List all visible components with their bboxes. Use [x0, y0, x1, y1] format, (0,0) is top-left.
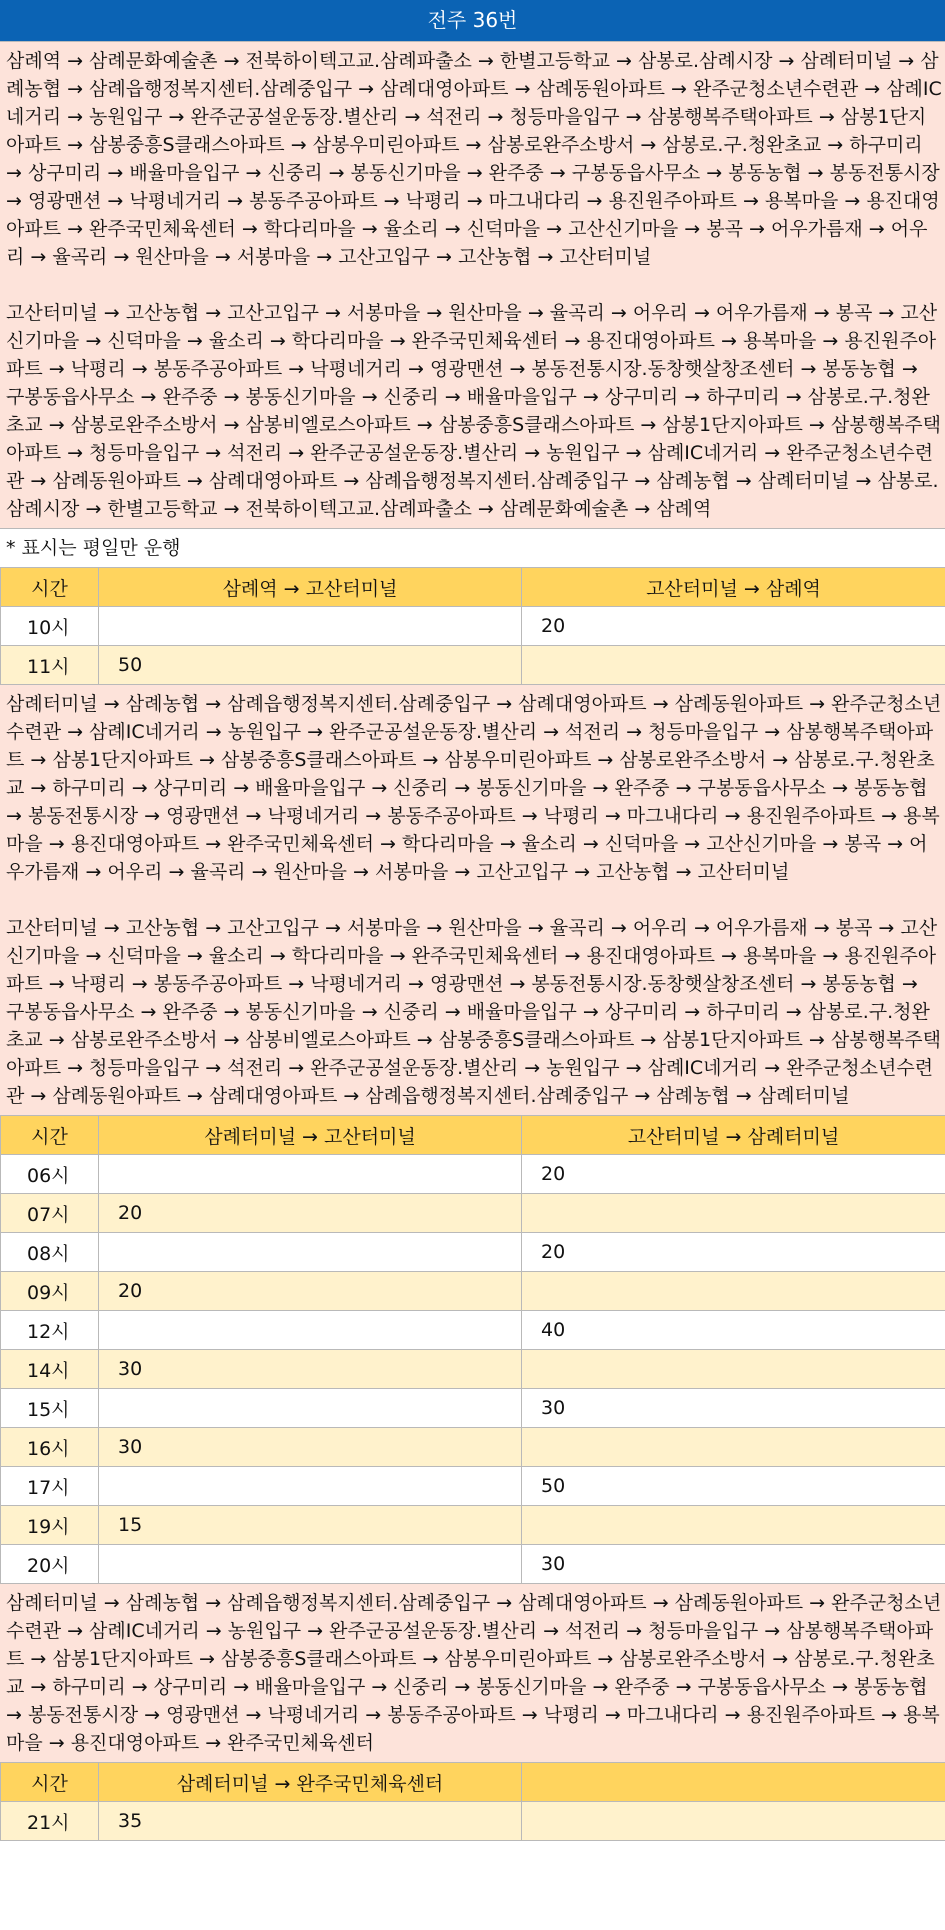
timetable-1 — [0, 568, 945, 685]
minute-cell: 20 — [522, 1155, 945, 1194]
minute-cell: 30 — [522, 1389, 945, 1428]
page-title: 전주 36번 — [0, 0, 945, 42]
header-direction-a: 삼례역 → 고산터미널 — [99, 568, 522, 607]
minute-cell: 20 — [99, 1194, 522, 1233]
header-time: 시간 — [1, 568, 99, 607]
minute-cell — [99, 1467, 522, 1506]
table-row — [1, 1802, 945, 1841]
minute-cell: 30 — [522, 1545, 945, 1584]
table-row — [1, 1272, 945, 1311]
hour-cell: 19시 — [1, 1506, 99, 1545]
table-header-row — [1, 568, 945, 607]
minute-cell — [99, 1155, 522, 1194]
timetable-2 — [0, 1116, 945, 1584]
header-direction-a: 삼례터미널 → 고산터미널 — [99, 1116, 522, 1155]
route-outbound: 삼례터미널 → 삼례농협 → 삼례읍행정복지센터.삼례중입구 → 삼례대영아파트 → 삼례동원아파트 → 완주군청소년수련관 → 삼례IC네거리 → 농원입구 → 완주군공설운동장.별산리 → 석전리 → 청등마을입구 → 삼봉행복주택아파트 → 삼봉1단지아파트 → 삼봉중흥S클래스아파트 → 삼봉우미린아파트 → 삼봉로완주소방서 → 삼봉로.구.청완초교 → 하구미리 → 상구미리 → 배율마을입구 → 신중리 → 봉동신기마을 → 완주중 → 구봉동읍사무소 → 봉동농협 → 봉동전통시장 → 영광맨션 → 낙평네거리 → 봉동주공아파트 → 낙평리 → 마그내다리 → 용진원주아파트 → 용복마을 → 용진대영아파트 → 완주국민체육센터 — [6, 1592, 942, 1754]
hour-cell: 12시 — [1, 1311, 99, 1350]
table-row — [1, 1506, 945, 1545]
route-outbound: 삼례터미널 → 삼례농협 → 삼례읍행정복지센터.삼례중입구 → 삼례대영아파트 → 삼례동원아파트 → 완주군청소년수련관 → 삼례IC네거리 → 농원입구 → 완주군공설운동장.별산리 → 석전리 → 청등마을입구 → 삼봉행복주택아파트 → 삼봉1단지아파트 → 삼봉중흥S클래스아파트 → 삼봉우미린아파트 → 삼봉로완주소방서 → 삼봉로.구.청완초교 → 하구미리 → 상구미리 → 배율마을입구 → 신중리 → 봉동신기마을 → 완주중 → 구봉동읍사무소 → 봉동농협 → 봉동전통시장 → 영광맨션 → 낙평네거리 → 봉동주공아파트 → 낙평리 → 마그내다리 → 용진원주아파트 → 용복마을 → 용진대영아파트 → 완주국민체육센터 → 학다리마을 → 율소리 → 신덕마을 → 고산신기마을 → 봉곡 → 어우가름재 → 어우리 → 율곡리 → 원산마을 → 서봉마을 → 고산고입구 → 고산농협 → 고산터미널 — [6, 693, 942, 883]
minute-cell — [99, 1545, 522, 1584]
minute-cell — [99, 607, 522, 646]
route-inbound: 고산터미널 → 고산농협 → 고산고입구 → 서봉마을 → 원산마을 → 율곡리 → 어우리 → 어우가름재 → 봉곡 → 고산신기마을 → 신덕마을 → 율소리 → 학다리마을 → 완주국민체육센터 → 용진대영아파트 → 용복마을 → 용진원주아파트 → 낙평리 → 봉동주공아파트 → 낙평네거리 → 영광맨션 → 봉동전통시장.동창햇살창조센터 → 봉동농협 → 구봉동읍사무소 → 완주중 → 봉동신기마을 → 신중리 → 배율마을입구 → 상구미리 → 하구미리 → 삼봉로.구.청완초교 → 삼봉로완주소방서 → 삼봉비엘로스아파트 → 삼봉중흥S클래스아파트 → 삼봉1단지아파트 → 삼봉행복주택아파트 → 청등마을입구 → 석전리 → 완주군공설운동장.별산리 → 농원입구 → 삼례IC네거리 → 완주군청소년수련관 → 삼례동원아파트 → 삼례대영아파트 → 삼례읍행정복지센터.삼례중입구 → 삼례농협 → 삼례터미널 → 삼봉로.삼례시장 → 한별고등학교 → 전북하이텍고교.삼례파출소 → 삼례문화예술촌 → 삼례역 — [6, 302, 942, 520]
hour-cell: 15시 — [1, 1389, 99, 1428]
header-direction-b: 고산터미널 → 삼례터미널 — [522, 1116, 945, 1155]
route-outbound: 삼례역 → 삼례문화예술촌 → 전북하이텍고교.삼례파출소 → 한별고등학교 → 삼봉로.삼례시장 → 삼례터미널 → 삼례농협 → 삼례읍행정복지센터.삼례중입구 → 삼례대영아파트 → 삼례동원아파트 → 완주군청소년수련관 → 삼례IC네거리 → 농원입구 → 완주군공설운동장.별산리 → 석전리 → 청등마을입구 → 삼봉행복주택아파트 → 삼봉1단지아파트 → 삼봉중흥S클래스아파트 → 삼봉우미린아파트 → 삼봉로완주소방서 → 삼봉로.구.청완초교 → 하구미리 → 상구미리 → 배율마을입구 → 신중리 → 봉동신기마을 → 완주중 → 구봉동읍사무소 → 봉동농협 → 봉동전통시장 → 영광맨션 → 낙평네거리 → 봉동주공아파트 → 낙평리 → 마그내다리 → 용진원주아파트 → 용복마을 → 용진대영아파트 → 완주국민체육센터 → 학다리마을 → 율소리 → 신덕마을 → 고산신기마을 → 봉곡 → 어우가름재 → 어우리 → 율곡리 → 원산마을 → 서봉마을 → 고산고입구 → 고산농협 → 고산터미널 — [6, 50, 942, 268]
weekday-note: * 표시는 평일만 운행 — [0, 529, 945, 568]
table-row — [1, 1311, 945, 1350]
route-description-2 — [0, 685, 945, 1116]
table-row — [1, 1389, 945, 1428]
hour-cell: 11시 — [1, 646, 99, 685]
table-row — [1, 607, 945, 646]
table-row — [1, 1155, 945, 1194]
minute-cell — [99, 1233, 522, 1272]
route-inbound: 고산터미널 → 고산농협 → 고산고입구 → 서봉마을 → 원산마을 → 율곡리 → 어우리 → 어우가름재 → 봉곡 → 고산신기마을 → 신덕마을 → 율소리 → 학다리마을 → 완주국민체육센터 → 용진대영아파트 → 용복마을 → 용진원주아파트 → 낙평리 → 봉동주공아파트 → 낙평네거리 → 영광맨션 → 봉동전통시장.동창햇살창조센터 → 봉동농협 → 구봉동읍사무소 → 완주중 → 봉동신기마을 → 신중리 → 배율마을입구 → 상구미리 → 하구미리 → 삼봉로.구.청완초교 → 삼봉로완주소방서 → 삼봉비엘로스아파트 → 삼봉중흥S클래스아파트 → 삼봉1단지아파트 → 삼봉행복주택아파트 → 청등마을입구 → 석전리 → 완주군공설운동장.별산리 → 농원입구 → 삼례IC네거리 → 완주군청소년수련관 → 삼례동원아파트 → 삼례대영아파트 → 삼례읍행정복지센터.삼례중입구 → 삼례농협 → 삼례터미널 — [6, 917, 942, 1107]
hour-cell: 08시 — [1, 1233, 99, 1272]
hour-cell: 20시 — [1, 1545, 99, 1584]
hour-cell: 06시 — [1, 1155, 99, 1194]
minute-cell: 50 — [99, 646, 522, 685]
minute-cell: 35 — [99, 1802, 522, 1841]
minute-cell: 15 — [99, 1506, 522, 1545]
table-row — [1, 1233, 945, 1272]
table-row — [1, 646, 945, 685]
table-row — [1, 1545, 945, 1584]
table-row — [1, 1428, 945, 1467]
header-direction-b — [522, 1763, 945, 1802]
table-row — [1, 1194, 945, 1233]
table-row — [1, 1350, 945, 1389]
hour-cell: 10시 — [1, 607, 99, 646]
minute-cell — [522, 1272, 945, 1311]
table-header-row — [1, 1116, 945, 1155]
minute-cell — [99, 1389, 522, 1428]
minute-cell: 30 — [99, 1428, 522, 1467]
minute-cell: 20 — [522, 607, 945, 646]
hour-cell: 07시 — [1, 1194, 99, 1233]
minute-cell: 50 — [522, 1467, 945, 1506]
hour-cell: 14시 — [1, 1350, 99, 1389]
hour-cell: 21시 — [1, 1802, 99, 1841]
minute-cell — [522, 1350, 945, 1389]
timetable-3 — [0, 1763, 945, 1841]
table-header-row — [1, 1763, 945, 1802]
minute-cell — [99, 1311, 522, 1350]
minute-cell: 40 — [522, 1311, 945, 1350]
header-time: 시간 — [1, 1763, 99, 1802]
header-time: 시간 — [1, 1116, 99, 1155]
minute-cell: 30 — [99, 1350, 522, 1389]
route-description-3 — [0, 1584, 945, 1763]
minute-cell — [522, 1802, 945, 1841]
header-direction-a: 삼례터미널 → 완주국민체육센터 — [99, 1763, 522, 1802]
hour-cell: 17시 — [1, 1467, 99, 1506]
hour-cell: 09시 — [1, 1272, 99, 1311]
minute-cell: 20 — [99, 1272, 522, 1311]
minute-cell — [522, 1428, 945, 1467]
minute-cell — [522, 646, 945, 685]
hour-cell: 16시 — [1, 1428, 99, 1467]
table-row — [1, 1467, 945, 1506]
route-description-1 — [0, 42, 945, 529]
minute-cell — [522, 1506, 945, 1545]
minute-cell: 20 — [522, 1233, 945, 1272]
minute-cell — [522, 1194, 945, 1233]
header-direction-b: 고산터미널 → 삼례역 — [522, 568, 945, 607]
